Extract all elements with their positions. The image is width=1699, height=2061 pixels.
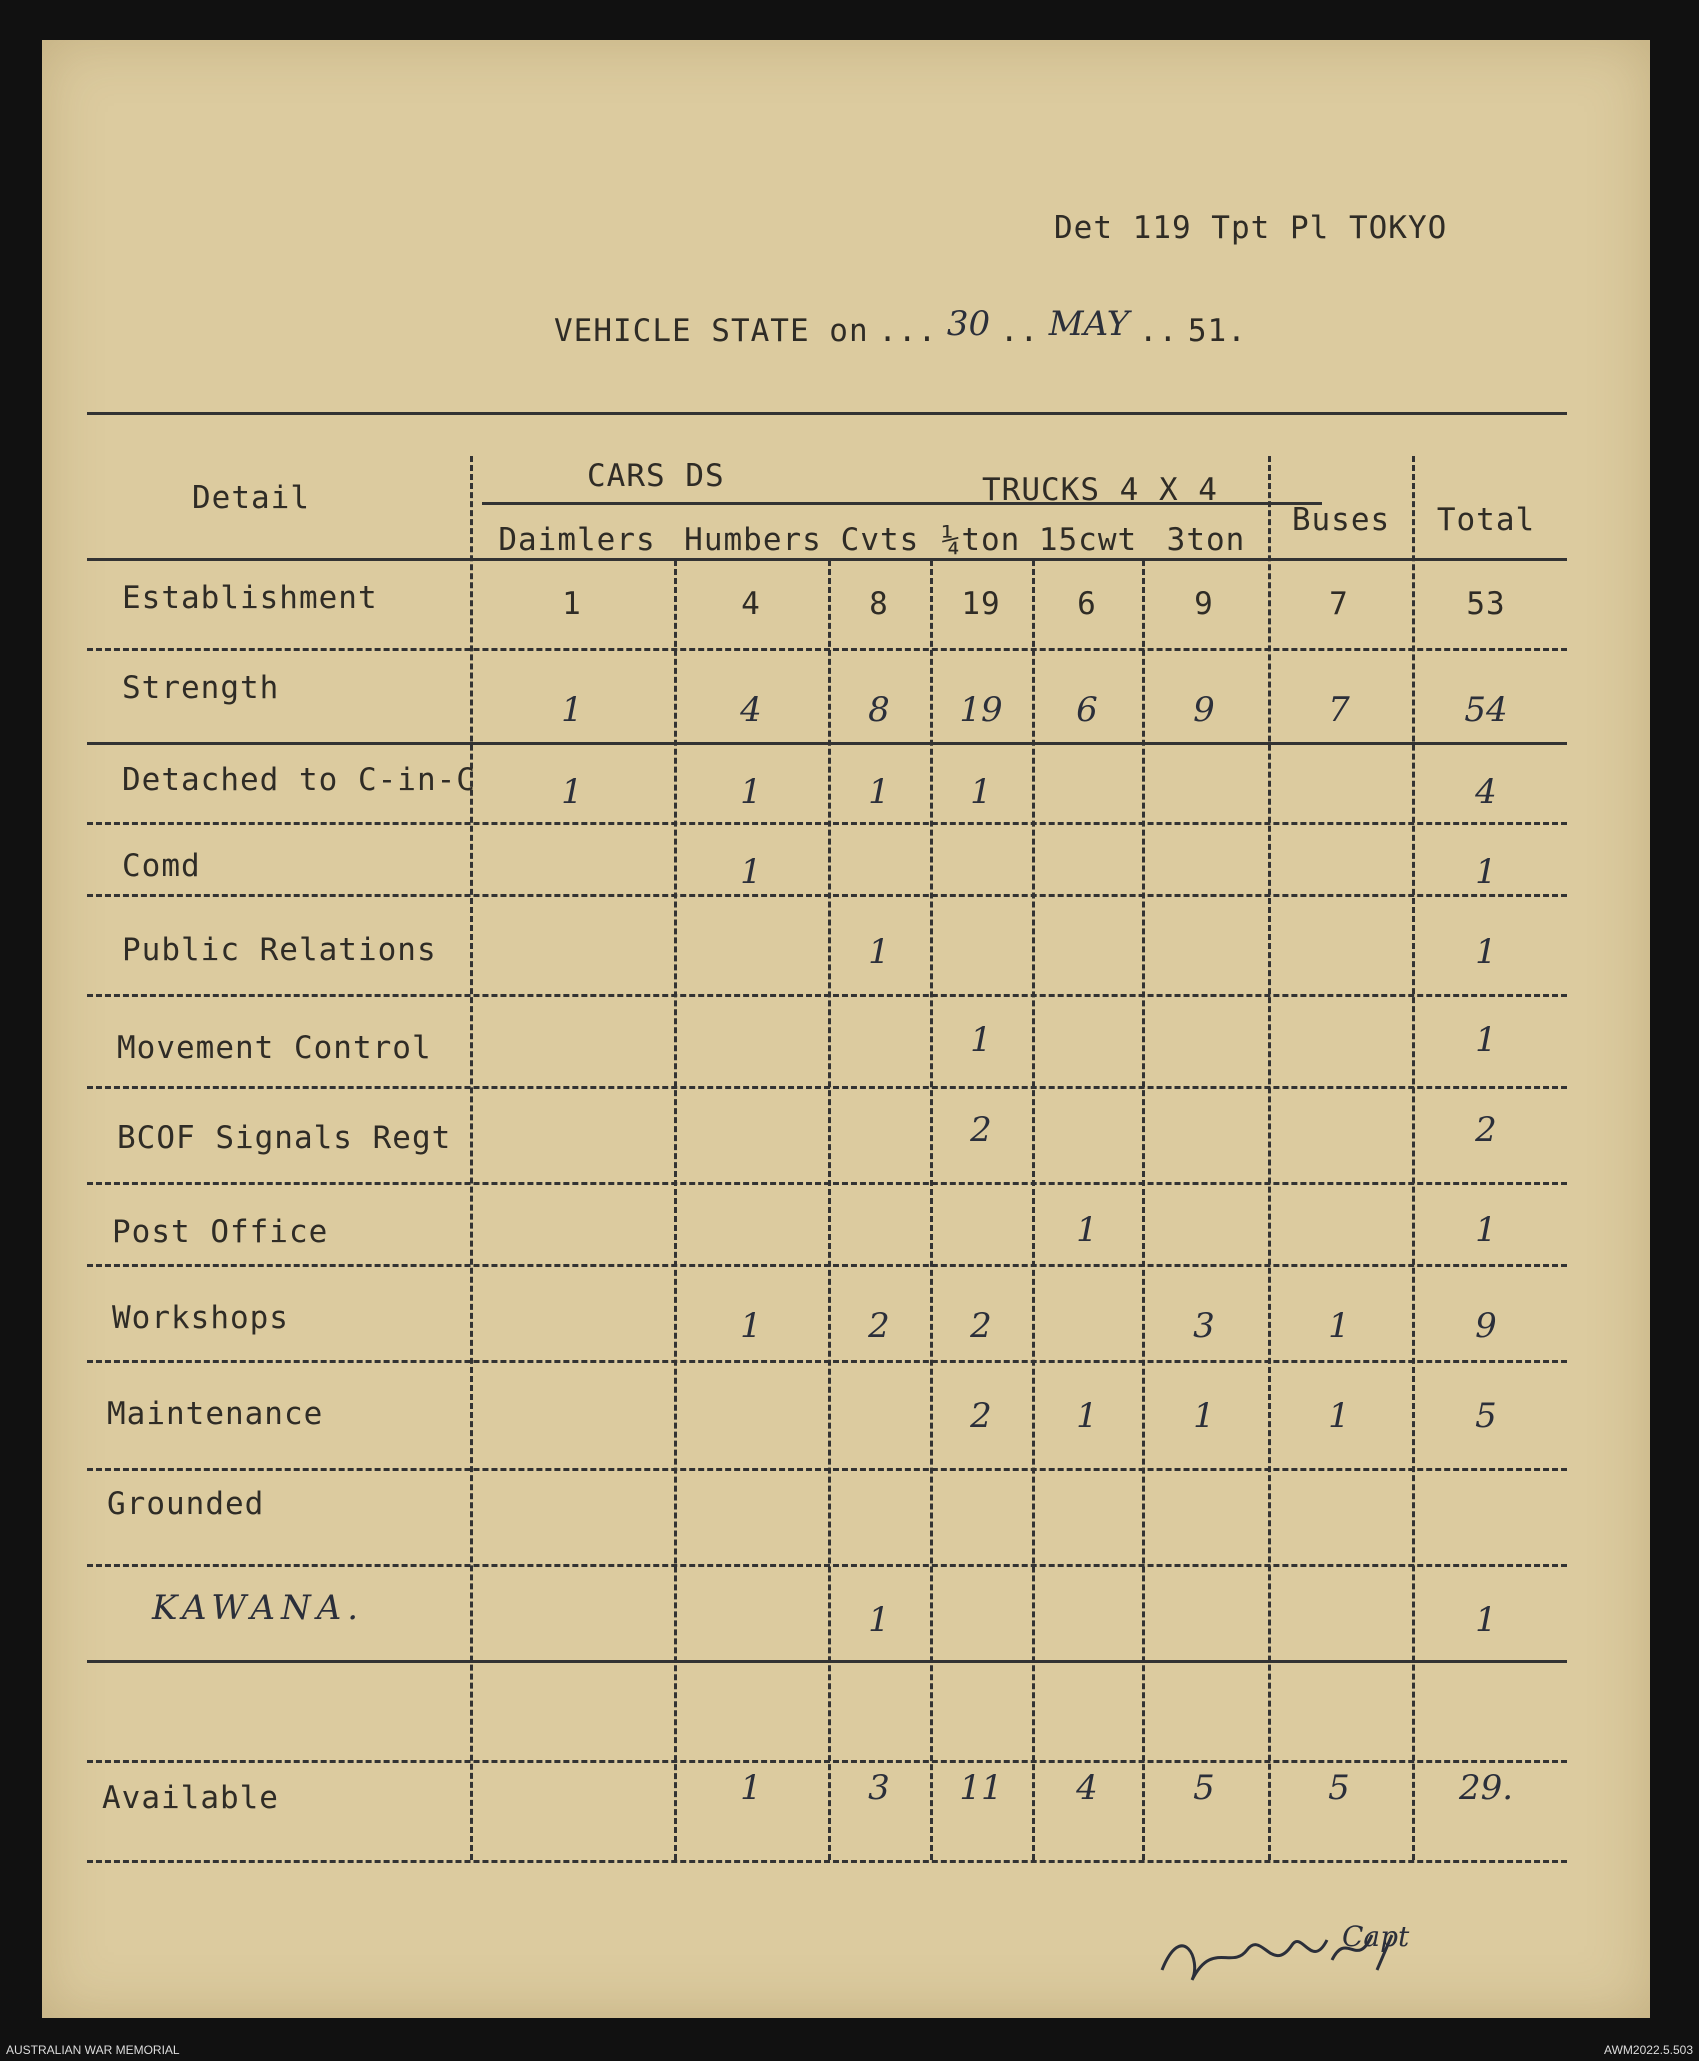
value-cell: 1 xyxy=(868,932,890,972)
value-cell: 9 xyxy=(1475,1306,1497,1346)
value-cell: 1 xyxy=(868,772,890,812)
value-cell: 1 xyxy=(561,690,583,730)
value-cell: 11 xyxy=(959,1768,1003,1808)
value-cell: 1 xyxy=(1328,1306,1350,1346)
value-cell: 5 xyxy=(1193,1768,1215,1808)
value-cell: 29. xyxy=(1458,1768,1514,1808)
date-day: 30 xyxy=(946,304,991,344)
grounded-rule xyxy=(87,1660,1567,1663)
footer-left: AUSTRALIAN WAR MEMORIAL xyxy=(6,2043,180,2057)
value-cell: 1 xyxy=(561,772,583,812)
value-cell: 1 xyxy=(1475,852,1497,892)
col-rule xyxy=(1142,560,1145,1860)
table-top-rule xyxy=(87,412,1567,415)
value-cell: 54 xyxy=(1464,690,1508,730)
col-header-daimlers: Daimlers xyxy=(498,522,656,558)
title-dots: ... xyxy=(878,313,938,349)
col-rule xyxy=(1032,560,1035,1860)
unit-heading: Det 119 Tpt Pl TOKYO xyxy=(1054,210,1448,246)
row-rule xyxy=(87,1564,1567,1567)
value-cell: 9 xyxy=(1194,586,1214,622)
value-cell: 7 xyxy=(1328,690,1350,730)
row-rule xyxy=(87,894,1567,897)
title-line xyxy=(554,304,1247,350)
value-cell: 19 xyxy=(959,690,1003,730)
value-cell: 1 xyxy=(740,852,762,892)
row-rule xyxy=(87,1264,1567,1267)
col-header-quarter-ton: ¼ton xyxy=(941,522,1021,558)
value-cell: 1 xyxy=(562,586,582,622)
value-cell: 1 xyxy=(970,1020,992,1060)
value-cell: 3 xyxy=(868,1768,890,1808)
value-cell: 19 xyxy=(961,586,1001,622)
date-year: 51. xyxy=(1187,313,1247,349)
col-header-15cwt: 15cwt xyxy=(1038,522,1138,558)
value-cell: 1 xyxy=(1076,1396,1098,1436)
row-label-comd: Comd xyxy=(122,848,201,884)
value-cell: 1 xyxy=(1475,1210,1497,1250)
value-cell: 2 xyxy=(868,1306,890,1346)
value-cell: 5 xyxy=(1475,1396,1497,1436)
cars-group-header: CARS DS xyxy=(587,458,725,494)
table-bottom-rule xyxy=(87,1860,1567,1863)
row-rule xyxy=(87,1182,1567,1185)
value-cell: 2 xyxy=(970,1110,992,1150)
value-cell: 3 xyxy=(1193,1306,1215,1346)
footer-right: AWM2022.5.503 xyxy=(1604,2043,1693,2057)
col-rule xyxy=(1268,456,1271,1860)
row-label-strength: Strength xyxy=(122,670,280,706)
col-rule xyxy=(674,560,677,1860)
col-header-humbers: Humbers xyxy=(684,522,822,558)
row-rule xyxy=(87,1760,1567,1763)
row-label-grounded: Grounded xyxy=(107,1486,265,1522)
row-label-post-office: Post Office xyxy=(112,1214,329,1250)
value-cell: 8 xyxy=(869,586,889,622)
value-cell: 5 xyxy=(1328,1768,1350,1808)
date-month: MAY xyxy=(1048,304,1130,344)
value-cell: 4 xyxy=(741,586,761,622)
value-cell: 1 xyxy=(970,772,992,812)
document-page xyxy=(42,40,1650,2018)
value-cell: 4 xyxy=(740,690,762,730)
value-cell: 1 xyxy=(740,1306,762,1346)
value-cell: 1 xyxy=(1193,1396,1215,1436)
value-cell: 8 xyxy=(868,690,890,730)
row-rule xyxy=(87,1468,1567,1471)
value-cell: 6 xyxy=(1077,586,1097,622)
value-cell: 1 xyxy=(1328,1396,1350,1436)
value-cell: 4 xyxy=(1475,772,1497,812)
row-rule xyxy=(87,822,1567,825)
value-cell: 1 xyxy=(740,772,762,812)
trucks-group-header: TRUCKS 4 X 4 xyxy=(982,472,1218,508)
row-label-movement-control: Movement Control xyxy=(117,1030,432,1066)
header-bottom-rule xyxy=(87,558,1567,561)
signature-text: Capt xyxy=(1342,1920,1410,1953)
row-label-bcof-signals: BCOF Signals Regt xyxy=(117,1120,452,1156)
value-cell: 6 xyxy=(1076,690,1098,730)
value-cell: 1 xyxy=(868,1600,890,1640)
title-dots-2: .. xyxy=(999,313,1040,349)
row-label-available: Available xyxy=(102,1780,279,1816)
value-cell: 9 xyxy=(1193,690,1215,730)
row-rule xyxy=(87,1360,1567,1363)
value-cell: 53 xyxy=(1466,586,1506,622)
col-rule xyxy=(930,560,933,1860)
row-rule xyxy=(87,1086,1567,1089)
value-cell: 1 xyxy=(1475,1020,1497,1060)
value-cell: 2 xyxy=(970,1396,992,1436)
col-rule xyxy=(828,560,831,1860)
value-cell: 2 xyxy=(970,1306,992,1346)
col-header-total: Total xyxy=(1436,502,1536,538)
value-cell: 1 xyxy=(1475,1600,1497,1640)
row-label-detached: Detached to C-in-C xyxy=(122,762,476,798)
title-prefix: VEHICLE STATE on xyxy=(554,313,869,349)
col-rule xyxy=(470,456,473,1860)
value-cell: 1 xyxy=(1475,932,1497,972)
strength-rule xyxy=(87,742,1567,745)
row-label-maintenance: Maintenance xyxy=(107,1396,324,1432)
col-rule xyxy=(1412,456,1415,1860)
value-cell: 1 xyxy=(740,1768,762,1808)
col-header-3ton: 3ton xyxy=(1166,522,1246,558)
row-label-kawana: KAWANA. xyxy=(152,1588,365,1628)
value-cell: 1 xyxy=(1076,1210,1098,1250)
row-rule xyxy=(87,994,1567,997)
col-header-cvts: Cvts xyxy=(840,522,920,558)
establishment-rule xyxy=(87,648,1567,651)
row-label-public-relations: Public Relations xyxy=(122,932,437,968)
row-label-workshops: Workshops xyxy=(112,1300,289,1336)
value-cell: 4 xyxy=(1076,1768,1098,1808)
col-header-buses: Buses xyxy=(1291,502,1391,538)
value-cell: 7 xyxy=(1329,586,1349,622)
title-dots-3: .. xyxy=(1138,313,1179,349)
detail-header: Detail xyxy=(192,480,310,516)
row-label-establishment: Establishment xyxy=(122,580,378,616)
value-cell: 2 xyxy=(1475,1110,1497,1150)
